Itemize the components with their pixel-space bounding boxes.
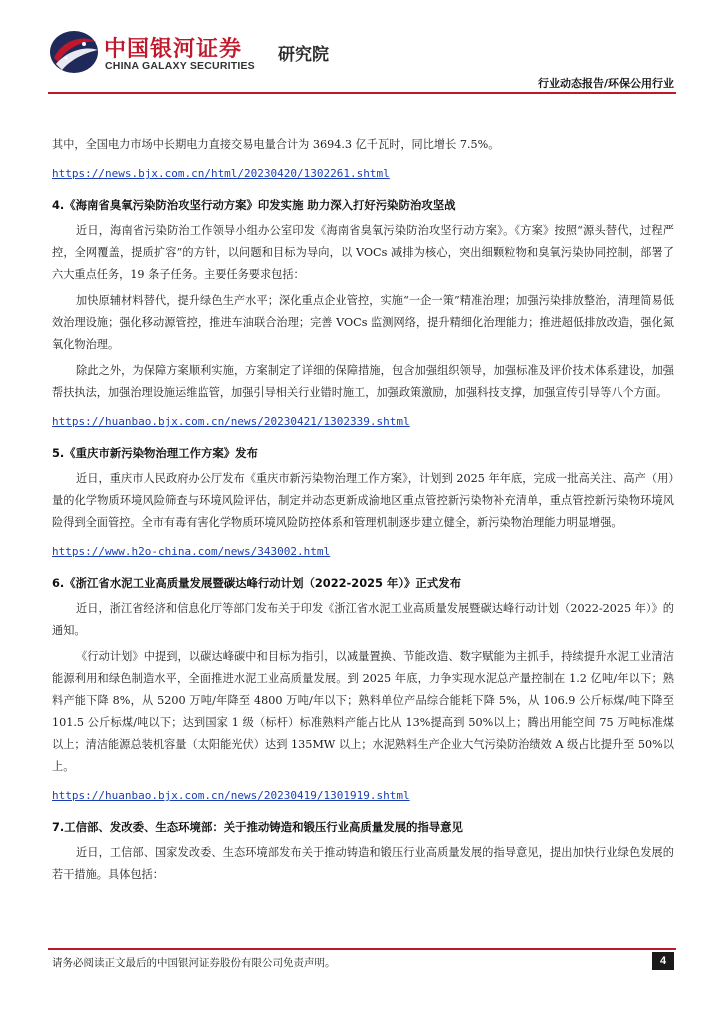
source-link-3[interactable]: https://www.h2o-china.com/news/343002.html xyxy=(52,545,331,558)
source-link-1[interactable]: https://news.bjx.com.cn/html/20230420/1302261.shtml xyxy=(52,167,390,180)
report-type: 行业动态报告/环保公用行业 xyxy=(537,77,674,90)
galaxy-logo-icon xyxy=(48,28,100,76)
section-4-paragraph-1: 近日，海南省污染防治工作领导小组办公室印发《海南省臭氧污染防治攻坚行动方案》。《方案》按照“源头替代，过程严控，全网覆盖，提质扩容”的方针，以问题和目标为导向，以 VOCs 减排为核心，突出细颗粒物和臭氧污染协同控制，部署了六大重点任务，19 条子任务。主要任务要求包括： xyxy=(52,224,674,281)
source-link-2[interactable]: https://huanbao.bjx.com.cn/news/20230421/1302339.shtml xyxy=(52,415,410,428)
logo-english-name: CHINA GALAXY SECURITIES xyxy=(105,60,255,72)
section-4-paragraph-2: 加快原辅材料替代，提升绿色生产水平；深化重点企业管控，实施“一企一策”精准治理；加强污染排放整治，清理简易低效治理设施；强化移动源管控，推进车油联合治理；完善 VOCs 监测网络，提升精细化治理能力；推进超低排放改造，强化氮氧化物治理。 xyxy=(52,294,674,351)
footer-divider xyxy=(48,948,676,950)
section-5-paragraph-1: 近日，重庆市人民政府办公厅发布《重庆市新污染物治理工作方案》，计划到 2025 年年底，完成一批高关注、高产（用）量的化学物质环境风险筛查与环境风险评估，制定并动态更新成渝地区重点管控新污染物补充清单，重点管控新污染物环境风险得到全面管控。全市有毒有害化学物质环境风险防控体系和管理机制逐步建立健全，新污染物治理能力明显增强。 xyxy=(52,472,674,529)
company-logo xyxy=(48,28,368,78)
section-4-paragraph-3: 除此之外，为保障方案顺利实施，方案制定了详细的保障措施，包含加强组织领导，加强标准及评价技术体系建设，加强帮扶执法，加强治理设施运维监管，加强引导相关行业错时施工，加强政策激励，加强科技支撑，加强宣传引导等八个方面。 xyxy=(52,364,674,399)
footer-disclaimer: 请务必阅读正文最后的中国银河证券股份有限公司免责声明。 xyxy=(52,957,336,969)
section-6-title: 6.《浙江省水泥工业高质量发展暨碳达峰行动计划（2022-2025 年）》正式发布 xyxy=(52,576,461,590)
page-number: 4 xyxy=(652,952,674,970)
institute-label: 研究院 xyxy=(278,45,329,65)
section-5-title: 5.《重庆市新污染物治理工作方案》发布 xyxy=(52,446,258,460)
section-4-title: 4.《海南省臭氧污染防治攻坚行动方案》印发实施 助力深入打好污染防治攻坚战 xyxy=(52,198,456,212)
section-6-paragraph-1: 近日，浙江省经济和信息化厅等部门发布关于印发《浙江省水泥工业高质量发展暨碳达峰行动计划（2022-2025 年）》的通知。 xyxy=(52,602,674,637)
section-7-paragraph-1: 近日，工信部、国家发改委、生态环境部发布关于推动铸造和锻压行业高质量发展的指导意见，提出加快行业绿色发展的若干措施。具体包括： xyxy=(52,846,674,881)
main-content xyxy=(52,134,674,886)
intro-paragraph: 其中，全国电力市场中长期电力直接交易电量合计为 3694.3 亿千瓦时，同比增长 7.5%。 xyxy=(52,138,500,151)
section-7-title: 7.工信部、发改委、生态环境部：关于推动铸造和锻压行业高质量发展的指导意见 xyxy=(52,820,463,834)
page-header xyxy=(0,0,724,96)
section-6-paragraph-2: 《行动计划》中提到，以碳达峰碳中和目标为指引，以减量置换、节能改造、数字赋能为主抓手，持续提升水泥工业清洁能源利用和绿色制造水平，全面推进水泥工业高质量发展。到 2025 年底，力争实现水泥总产量控制在 1.2 亿吨/年以下；熟料产能下降 8%，从 5200 万吨/年降至 4800 万吨/年以下；熟料单位产品综合能耗下降 5%，从 106.9 公斤标煤/吨下降至 101.5 公斤标煤/吨以下；达到国家 1 级（标杆）标准熟料产能占比从 13%提高到 50%以上；腾出用能空间 75 万吨标准煤以上；清洁能源总装机容量（太阳能光伏）达到 135MW 以上；水泥熟料生产企业大气污染防治绩效 A 级占比提升至 50%以上。 xyxy=(52,650,674,773)
header-divider xyxy=(48,92,676,94)
source-link-4[interactable]: https://huanbao.bjx.com.cn/news/20230419/1301919.shtml xyxy=(52,789,410,802)
logo-chinese-name: 中国银河证券 xyxy=(104,37,243,62)
